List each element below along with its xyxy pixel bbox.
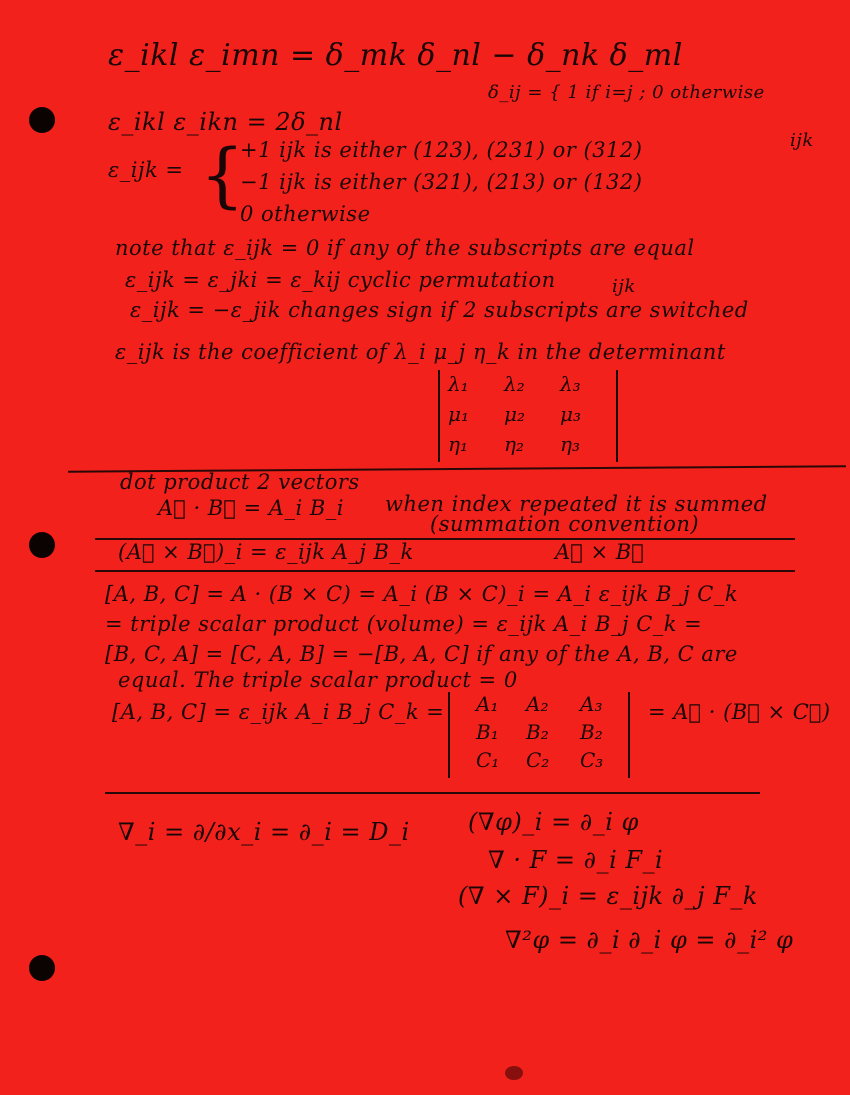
- del-operator-definition: ∇_i = ∂/∂x_i = ∂_i = D_i: [118, 818, 410, 846]
- det-cell: C₃: [580, 748, 604, 772]
- dot-product-formula: A⃗ · B⃗ = A_i B_i: [158, 496, 344, 520]
- det-cell: C₁: [476, 748, 500, 772]
- curl-formula: (∇ × F)_i = ε_ijk ∂_j F_k: [458, 882, 758, 910]
- det-cell: μ₃: [560, 402, 582, 426]
- det-cell: A₁: [476, 692, 499, 716]
- det-cell: λ₁: [448, 372, 469, 396]
- dot-product-heading: dot product 2 vectors: [120, 470, 360, 494]
- note-equal-subscripts: note that ε_ijk = 0 if any of the subscripts are equal: [115, 236, 695, 260]
- triple-scalar-product-volume: = triple scalar product (volume) = ε_ijk A_i B_j C_k =: [105, 612, 703, 636]
- determinant-abc: [448, 692, 630, 778]
- det-cell: A₂: [526, 692, 549, 716]
- divergence-formula: ∇ · F = ∂_i F_i: [488, 846, 664, 874]
- ink-smudge: [505, 1066, 523, 1080]
- det-cell: A₃: [580, 692, 603, 716]
- binder-hole: [29, 955, 55, 981]
- determinant-lambda-mu-eta: [438, 370, 618, 462]
- sign-change-rule: ε_ijk = −ε_jik changes sign if 2 subscripts are switched: [130, 298, 749, 322]
- contracted-identity: ε_ikl ε_ikn = 2δ_nl: [108, 108, 343, 136]
- identity-epsilon-delta: ε_ikl ε_imn = δ_mk δ_nl − δ_nk δ_ml: [108, 38, 683, 73]
- definition-brace: {: [200, 134, 245, 216]
- det-cell: B₂: [580, 720, 603, 744]
- section-divider: [95, 570, 795, 572]
- triple-product-vector-form: = A⃗ · (B⃗ × C⃗): [648, 700, 831, 724]
- determinant-coefficient-note: ε_ijk is the coefficient of λ_i μ_j η_k in the determinant: [115, 340, 726, 364]
- cross-product-label: A⃗ × B⃗: [555, 540, 645, 564]
- levi-civita-odd-case: −1 ijk is either (321), (213) or (132): [240, 170, 643, 194]
- triple-product-definition: [A, B, C] = A · (B × C) = A_i (B × C)_i = A_i ε_ijk B_j C_k: [105, 582, 739, 606]
- triple-product-zero-note: equal. The triple scalar product = 0: [118, 668, 518, 692]
- levi-civita-even-case: +1 ijk is either (123), (231) or (312): [240, 138, 643, 162]
- cyclic-permutation-rule: ε_ijk = ε_jki = ε_kij cyclic permutation: [125, 268, 556, 292]
- laplacian-formula: ∇²φ = ∂_i ∂_i φ = ∂_i² φ: [505, 926, 794, 954]
- det-cell: η₁: [448, 432, 468, 456]
- det-cell: B₂: [526, 720, 549, 744]
- det-cell: B₁: [476, 720, 499, 744]
- det-cell: μ₁: [448, 402, 470, 426]
- levi-civita-zero-case: 0 otherwise: [240, 202, 371, 226]
- cross-product-formula: (A⃗ × B⃗)_i = ε_ijk A_j B_k: [118, 540, 414, 564]
- det-cell: λ₃: [560, 372, 581, 396]
- gradient-formula: (∇φ)_i = ∂_i φ: [468, 808, 639, 836]
- binder-hole: [29, 107, 55, 133]
- levi-civita-label: ε_ijk =: [108, 158, 184, 182]
- binder-hole: [29, 532, 55, 558]
- kronecker-delta-definition: δ_ij = { 1 if i=j ; 0 otherwise: [488, 82, 765, 103]
- det-cell: η₃: [560, 432, 580, 456]
- det-cell: λ₂: [504, 372, 525, 396]
- det-cell: η₂: [504, 432, 524, 456]
- triple-product-determinant: [A, B, C] = ε_ijk A_i B_j C_k =: [112, 700, 445, 724]
- det-cell: C₂: [526, 748, 550, 772]
- summation-convention: (summation convention): [430, 512, 700, 536]
- det-cell: μ₂: [504, 402, 526, 426]
- cyclic-order-diagram-2: ijk: [612, 276, 636, 297]
- cyclic-order-diagram: ijk: [790, 130, 814, 151]
- section-divider: [105, 792, 760, 794]
- summation-note: when index repeated it is summed: [385, 492, 768, 516]
- triple-product-permutations: [B, C, A] = [C, A, B] = −[B, A, C] if any of the A, B, C are: [105, 642, 738, 666]
